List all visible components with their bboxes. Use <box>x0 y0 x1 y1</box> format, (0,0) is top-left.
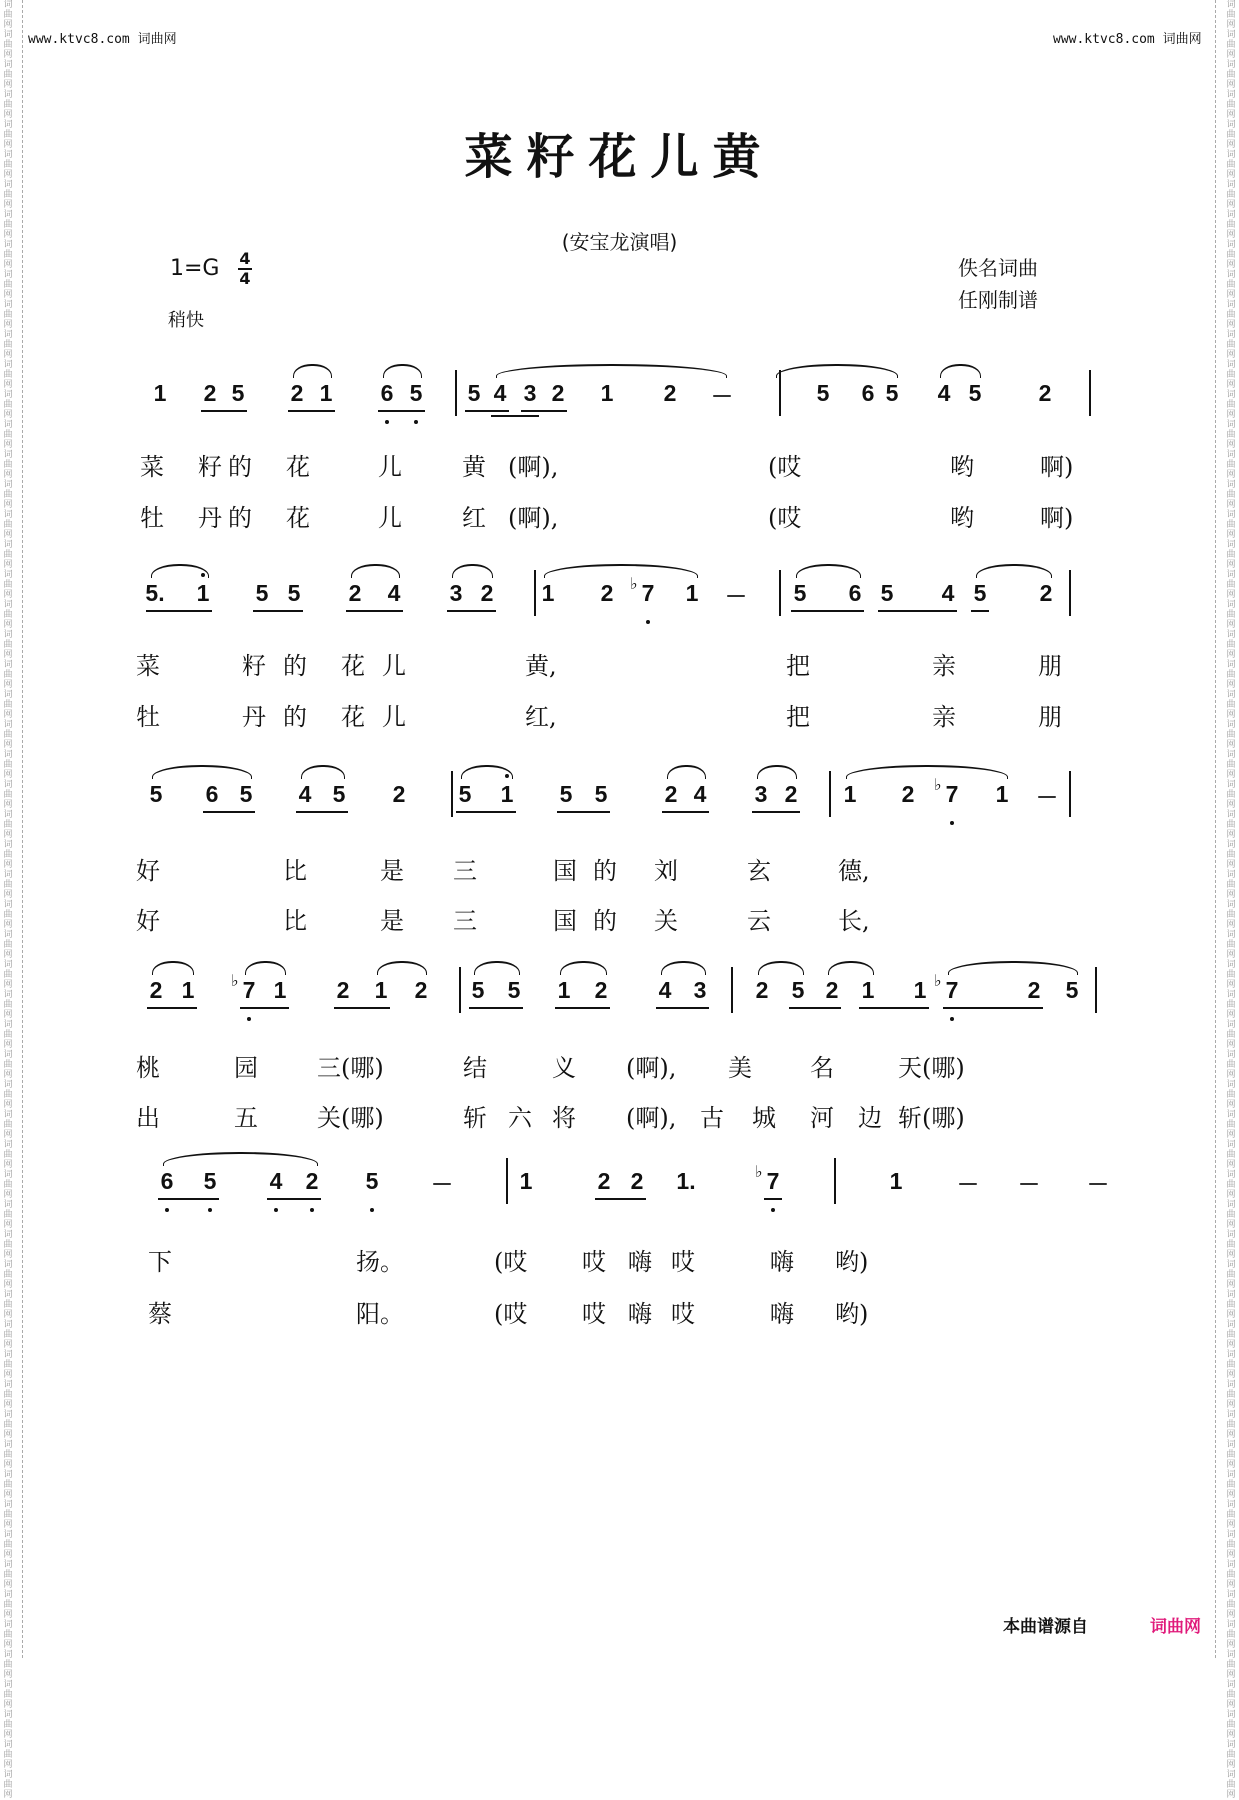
note: 7 <box>945 977 959 1003</box>
barline <box>1069 570 1071 616</box>
lyric-verse-2: 哎 <box>582 1300 606 1328</box>
note: 2 <box>414 977 428 1003</box>
eighth-beam <box>158 1198 219 1200</box>
note: 2 <box>597 1168 611 1194</box>
side-watermark-right: 词曲网词曲网词曲网词曲网词曲网词曲网词曲网词曲网词曲网词曲网词曲网词曲网词曲网词曲网词曲网词曲网词曲网词曲网词曲网词曲网词曲网词曲网词曲网词曲网词曲网词曲网词曲网词曲网词曲网词曲网词曲网词曲网词曲网词曲网词曲网词曲网词曲网词曲网词曲网词曲网词曲网词曲网词曲网词曲网词曲网词曲网词曲网词曲网词曲网词曲网词曲网词曲网词曲网词曲网词曲网词曲网词曲网词曲网词曲网词曲网 <box>1226 0 1236 1800</box>
lyric-verse-2: (哎 <box>768 504 802 532</box>
slur <box>452 564 493 578</box>
note: 2 <box>901 781 915 807</box>
lyric-verse-2: 长, <box>838 907 870 935</box>
lyric-verse-1: 花 <box>341 652 365 680</box>
note: 1 <box>196 580 210 606</box>
lyric-verse-2: 关 <box>654 907 678 935</box>
dash-note: － <box>725 584 748 609</box>
lyric-verse-1: 玄 <box>747 857 771 885</box>
eighth-beam <box>791 610 864 612</box>
note: 2 <box>392 781 406 807</box>
high-octave-dot <box>505 774 509 778</box>
flat-sign: ♭ <box>934 971 942 990</box>
lyric-verse-1: 把 <box>786 652 810 680</box>
lyric-verse-1: 花 <box>286 453 310 481</box>
slur <box>377 961 427 975</box>
eighth-beam <box>240 1007 289 1009</box>
lyric-verse-2: 红 <box>462 504 486 532</box>
note: 4 <box>493 380 507 406</box>
slur <box>245 961 286 975</box>
note: 5 <box>467 380 481 406</box>
lyric-verse-2: 出 <box>136 1104 160 1132</box>
note: 4 <box>387 580 401 606</box>
lyric-verse-1: 哎 <box>671 1248 695 1276</box>
note: 1 <box>500 781 514 807</box>
low-octave-dot <box>247 1017 251 1021</box>
low-octave-dot <box>771 1208 775 1212</box>
lyric-verse-1: (哎 <box>768 453 802 481</box>
note: 5 <box>1065 977 1079 1003</box>
lyric-verse-1: 哟) <box>835 1248 869 1276</box>
note: 2 <box>305 1168 319 1194</box>
footer-source-label: 本曲谱源自 <box>1003 1617 1088 1637</box>
flat-sign: ♭ <box>755 1162 763 1181</box>
note: 4 <box>937 380 951 406</box>
lyric-verse-2: 是 <box>380 907 404 935</box>
lyric-verse-1: 国 <box>553 857 577 885</box>
lyric-verse-2: 好 <box>136 907 160 935</box>
slur <box>152 765 252 779</box>
slur <box>383 364 422 378</box>
low-octave-dot <box>274 1208 278 1212</box>
note: 5 <box>332 781 346 807</box>
eighth-beam <box>764 1198 782 1200</box>
low-octave-dot <box>165 1208 169 1212</box>
slur <box>152 961 194 975</box>
barline <box>506 1158 508 1204</box>
lyric-verse-1: 嗨 <box>770 1248 794 1276</box>
note: 2 <box>784 781 798 807</box>
slur <box>293 364 332 378</box>
composer-credit: 佚名词曲 <box>958 256 1038 280</box>
lyric-verse-2: 嗨 <box>628 1300 652 1328</box>
lyric-verse-1: 的 <box>228 453 252 481</box>
lyric-verse-2: 丹 <box>198 504 222 532</box>
note: 3 <box>449 580 463 606</box>
lyric-verse-2: 的 <box>228 504 252 532</box>
note: 5 <box>287 580 301 606</box>
lyric-verse-1: 三(哪) <box>317 1054 384 1082</box>
eighth-beam <box>469 1007 523 1009</box>
lyric-verse-2: 花 <box>341 703 365 731</box>
note: 5 <box>885 380 899 406</box>
eighth-beam <box>447 610 496 612</box>
footer-source-brand[interactable]: 词曲网 <box>1150 1617 1201 1637</box>
note: 2 <box>551 380 565 406</box>
slur <box>846 765 1008 779</box>
low-octave-dot <box>208 1208 212 1212</box>
eighth-beam <box>296 811 348 813</box>
slur <box>163 1152 318 1166</box>
lyric-verse-2: 斩 <box>463 1104 487 1132</box>
note: 5 <box>149 781 163 807</box>
lyric-verse-2: 亲 <box>932 703 956 731</box>
note: 2 <box>203 380 217 406</box>
header-right-site[interactable]: www.ktvc8.com 词曲网 <box>1053 32 1202 47</box>
header-left-site[interactable]: www.ktvc8.com 词曲网 <box>28 32 177 47</box>
note: 1 <box>541 580 555 606</box>
note: 6 <box>160 1168 174 1194</box>
lyric-verse-1: 名 <box>810 1054 834 1082</box>
low-octave-dot <box>385 420 389 424</box>
note: 4 <box>658 977 672 1003</box>
high-octave-dot <box>201 573 205 577</box>
dash-note: － <box>957 1172 980 1197</box>
lyric-verse-2: 朋 <box>1038 703 1062 731</box>
note: 4 <box>941 580 955 606</box>
note: 1 <box>861 977 875 1003</box>
low-octave-dot <box>950 1017 954 1021</box>
eighth-beam <box>267 1198 321 1200</box>
note: 5 <box>968 380 982 406</box>
note: 1 <box>153 380 167 406</box>
note: 3 <box>754 781 768 807</box>
lyric-verse-2: 斩(哪) <box>898 1104 965 1132</box>
lyric-verse-1: (啊), <box>626 1054 677 1082</box>
lyric-verse-1: 黄 <box>462 453 486 481</box>
slur <box>667 765 706 779</box>
time-signature-bottom: 4 <box>239 269 251 288</box>
barline <box>1069 771 1071 817</box>
flat-sign: ♭ <box>630 574 638 593</box>
eighth-beam <box>557 811 610 813</box>
lyric-verse-2: 阳。 <box>356 1300 404 1328</box>
dash-note: － <box>1036 785 1059 810</box>
note: 5 <box>973 580 987 606</box>
note: 2 <box>480 580 494 606</box>
lyric-verse-1: 亲 <box>932 652 956 680</box>
lyric-verse-1: 好 <box>136 857 160 885</box>
lyric-verse-1: 黄, <box>525 652 557 680</box>
lyric-verse-1: 天(哪) <box>898 1054 965 1082</box>
lyric-verse-1: 结 <box>463 1054 487 1082</box>
note: 6 <box>848 580 862 606</box>
low-octave-dot <box>414 420 418 424</box>
note: 4 <box>269 1168 283 1194</box>
eighth-beam <box>465 410 509 412</box>
lyric-verse-2: (哎 <box>494 1300 528 1328</box>
lyric-verse-2: 牡 <box>140 504 164 532</box>
eighth-beam <box>456 811 516 813</box>
lyric-verse-2: 哟) <box>835 1300 869 1328</box>
barline <box>451 771 453 817</box>
eighth-beam <box>878 610 957 612</box>
note: 2 <box>1038 380 1052 406</box>
lyric-verse-1: 儿 <box>382 652 406 680</box>
note: 2 <box>594 977 608 1003</box>
note: 2 <box>755 977 769 1003</box>
eighth-beam <box>521 410 567 412</box>
note: 2 <box>663 380 677 406</box>
lyric-verse-1: 朋 <box>1038 652 1062 680</box>
lyric-verse-1: 桃 <box>136 1054 160 1082</box>
lyric-verse-2: 的 <box>283 703 307 731</box>
note: 2 <box>336 977 350 1003</box>
eighth-beam <box>656 1007 709 1009</box>
lyric-verse-2: 城 <box>752 1104 776 1132</box>
dash-note: － <box>1087 1172 1110 1197</box>
lyric-verse-1: 菜 <box>140 453 164 481</box>
lyric-verse-1: 的 <box>593 857 617 885</box>
note: 2 <box>348 580 362 606</box>
note: 5 <box>471 977 485 1003</box>
lyric-verse-2: (啊), <box>508 504 559 532</box>
lyric-verse-1: (啊), <box>508 453 559 481</box>
song-title: 菜籽花儿黄 <box>464 129 775 185</box>
barline <box>834 1158 836 1204</box>
note: 5 <box>203 1168 217 1194</box>
eighth-beam <box>346 610 403 612</box>
lyric-verse-1: 哎 <box>582 1248 606 1276</box>
side-watermark-left: 词曲网词曲网词曲网词曲网词曲网词曲网词曲网词曲网词曲网词曲网词曲网词曲网词曲网词曲网词曲网词曲网词曲网词曲网词曲网词曲网词曲网词曲网词曲网词曲网词曲网词曲网词曲网词曲网词曲网词曲网词曲网词曲网词曲网词曲网词曲网词曲网词曲网词曲网词曲网词曲网词曲网词曲网词曲网词曲网词曲网词曲网词曲网词曲网词曲网词曲网词曲网词曲网词曲网词曲网词曲网词曲网词曲网词曲网词曲网词曲网 <box>3 0 13 1800</box>
note: 6 <box>380 380 394 406</box>
note: 1 <box>889 1168 903 1194</box>
sixteenth-beam <box>491 415 539 417</box>
note: 1 <box>319 380 333 406</box>
note: 1 <box>557 977 571 1003</box>
lyric-verse-2: (啊), <box>626 1104 677 1132</box>
low-octave-dot <box>646 620 650 624</box>
lyric-verse-1: 美 <box>728 1054 752 1082</box>
lyric-verse-2: 边 <box>858 1104 882 1132</box>
eighth-beam <box>595 1198 646 1200</box>
note: 4 <box>693 781 707 807</box>
lyric-verse-2: 国 <box>553 907 577 935</box>
singer-credit: (安宝龙演唱) <box>561 230 678 254</box>
note: 5 <box>880 580 894 606</box>
low-octave-dot <box>310 1208 314 1212</box>
lyric-verse-1: 是 <box>380 857 404 885</box>
note: 1 <box>600 380 614 406</box>
eighth-beam <box>943 1007 1043 1009</box>
lyric-verse-2: 三 <box>453 907 477 935</box>
note: 7 <box>945 781 959 807</box>
slur <box>351 564 400 578</box>
lyric-verse-2: 嗨 <box>770 1300 794 1328</box>
lyric-verse-1: 扬。 <box>356 1248 404 1276</box>
lyric-verse-2: 比 <box>283 907 307 935</box>
note: 2 <box>290 380 304 406</box>
lyric-verse-2: 红, <box>525 703 557 731</box>
note: 1 <box>273 977 287 1003</box>
lyric-verse-2: 五 <box>234 1104 258 1132</box>
barline <box>455 370 457 416</box>
note: 5 <box>409 380 423 406</box>
note: 2 <box>630 1168 644 1194</box>
note: 6 <box>861 380 875 406</box>
note: 2 <box>664 781 678 807</box>
eighth-beam <box>859 1007 929 1009</box>
slur <box>496 364 727 378</box>
slur <box>758 961 804 975</box>
lyric-verse-2: 儿 <box>382 703 406 731</box>
note: 5 <box>507 977 521 1003</box>
lyric-verse-1: 的 <box>283 652 307 680</box>
note: 3 <box>523 380 537 406</box>
note: 2 <box>149 977 163 1003</box>
lyric-verse-2: 花 <box>286 504 310 532</box>
slur <box>544 564 698 578</box>
eighth-beam <box>789 1007 841 1009</box>
note: 5 <box>816 380 830 406</box>
note: 1 <box>685 580 699 606</box>
transcriber-credit: 任刚制谱 <box>958 288 1038 312</box>
note: 1 <box>995 781 1009 807</box>
barline <box>459 967 461 1013</box>
lyric-verse-2: 啊) <box>1040 504 1074 532</box>
slur <box>776 364 898 378</box>
eighth-beam <box>253 610 303 612</box>
dash-note: － <box>431 1172 454 1197</box>
eighth-beam <box>971 610 989 612</box>
barline <box>731 967 733 1013</box>
barline <box>1095 967 1097 1013</box>
barline <box>829 771 831 817</box>
tempo-marking: 稍快 <box>168 310 204 331</box>
eighth-beam <box>378 410 425 412</box>
note: 1. <box>676 1168 696 1194</box>
note: 5 <box>365 1168 379 1194</box>
eighth-beam <box>752 811 800 813</box>
lyric-verse-1: 菜 <box>136 652 160 680</box>
lyric-verse-2: 云 <box>747 907 771 935</box>
dash-note: － <box>711 384 734 409</box>
note: 1 <box>913 977 927 1003</box>
barline <box>779 570 781 616</box>
eighth-beam <box>201 410 247 412</box>
note: 2 <box>600 580 614 606</box>
note: 7 <box>242 977 256 1003</box>
note: 1 <box>843 781 857 807</box>
low-octave-dot <box>370 1208 374 1212</box>
eighth-beam <box>146 610 212 612</box>
lyric-verse-1: 德, <box>838 857 870 885</box>
lyric-verse-2: 牡 <box>136 703 160 731</box>
lyric-verse-1: 园 <box>234 1054 258 1082</box>
dash-note: － <box>1018 1172 1041 1197</box>
lyric-verse-1: 下 <box>148 1248 172 1276</box>
note: 5 <box>239 781 253 807</box>
slur <box>757 765 797 779</box>
lyric-verse-1: 哟 <box>950 453 974 481</box>
note: 1 <box>519 1168 533 1194</box>
lyric-verse-2: 六 <box>508 1104 532 1132</box>
note: 5 <box>594 781 608 807</box>
lyric-verse-2: 将 <box>552 1104 576 1132</box>
lyric-verse-2: 哎 <box>671 1300 695 1328</box>
note: 5 <box>793 580 807 606</box>
lyric-verse-1: 啊) <box>1040 453 1074 481</box>
note: 1 <box>181 977 195 1003</box>
lyric-verse-1: 刘 <box>654 857 678 885</box>
eighth-beam <box>334 1007 390 1009</box>
lyric-verse-1: 比 <box>283 857 307 885</box>
lyric-verse-1: 义 <box>552 1054 576 1082</box>
slur <box>796 564 861 578</box>
note: 5 <box>559 781 573 807</box>
note: 5 <box>255 580 269 606</box>
lyric-verse-1: 籽 <box>198 453 222 481</box>
eighth-beam <box>662 811 709 813</box>
eighth-beam <box>203 811 255 813</box>
slur <box>940 364 981 378</box>
slur <box>474 961 520 975</box>
lyric-verse-1: (哎 <box>494 1248 528 1276</box>
note: 3 <box>693 977 707 1003</box>
lyric-verse-2: 蔡 <box>148 1300 172 1328</box>
lyric-verse-1: 三 <box>453 857 477 885</box>
note: 5 <box>231 380 245 406</box>
lyric-verse-1: 嗨 <box>628 1248 652 1276</box>
eighth-beam <box>555 1007 610 1009</box>
time-signature <box>238 250 252 288</box>
barline <box>534 570 536 616</box>
note: 7 <box>641 580 655 606</box>
note: 2 <box>825 977 839 1003</box>
note: 6 <box>205 781 219 807</box>
lyric-verse-2: 古 <box>700 1104 724 1132</box>
lyric-verse-2: 河 <box>810 1104 834 1132</box>
note: 4 <box>298 781 312 807</box>
lyric-verse-2: 哟 <box>950 504 974 532</box>
lyric-verse-2: 把 <box>786 703 810 731</box>
key-signature: 1=G <box>170 256 220 281</box>
eighth-beam <box>147 1007 197 1009</box>
note: 5 <box>791 977 805 1003</box>
slur <box>301 765 345 779</box>
flat-sign: ♭ <box>934 775 942 794</box>
note: 2 <box>1039 580 1053 606</box>
low-octave-dot <box>950 821 954 825</box>
slur <box>661 961 706 975</box>
note: 5. <box>145 580 165 606</box>
note: 1 <box>374 977 388 1003</box>
lyric-verse-1: 儿 <box>378 453 402 481</box>
eighth-beam <box>288 410 335 412</box>
lyric-verse-2: 的 <box>593 907 617 935</box>
slur <box>976 564 1052 578</box>
slur <box>828 961 874 975</box>
note: 7 <box>766 1168 780 1194</box>
note: 5 <box>458 781 472 807</box>
lyric-verse-2: 关(哪) <box>317 1104 384 1132</box>
lyric-verse-2: 儿 <box>378 504 402 532</box>
lyric-verse-1: 籽 <box>242 652 266 680</box>
barline <box>1089 370 1091 416</box>
slur <box>948 961 1078 975</box>
note: 2 <box>1027 977 1041 1003</box>
lyric-verse-2: 丹 <box>242 703 266 731</box>
flat-sign: ♭ <box>231 971 239 990</box>
slur <box>560 961 607 975</box>
time-signature-top: 4 <box>239 249 251 268</box>
